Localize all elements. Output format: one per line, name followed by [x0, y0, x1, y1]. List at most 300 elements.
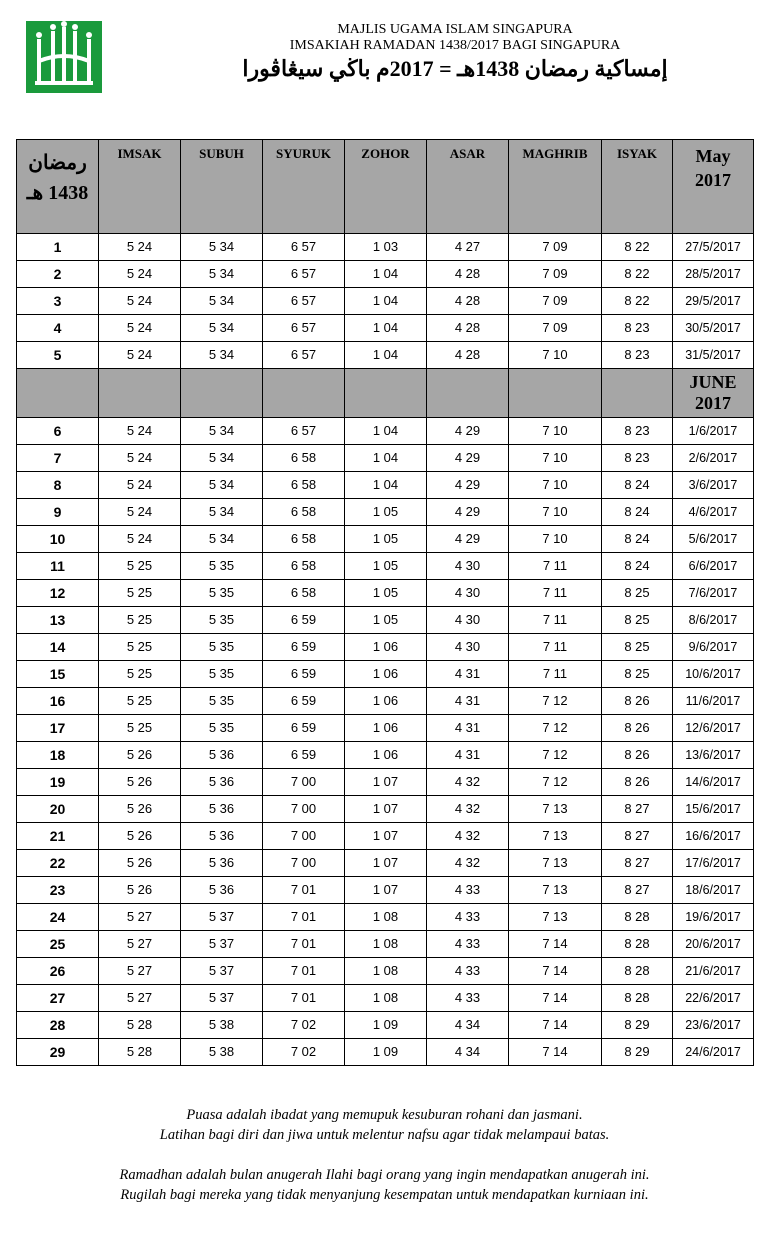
zohor-cell: 1 08 [345, 958, 427, 985]
day-cell: 24 [17, 904, 99, 931]
syuruk-cell: 7 00 [263, 769, 345, 796]
zohor-cell: 1 04 [345, 445, 427, 472]
subuh-cell: 5 38 [181, 1012, 263, 1039]
date-cell: 16/6/2017 [673, 823, 754, 850]
isyak-cell: 8 29 [602, 1012, 673, 1039]
day-cell: 13 [17, 607, 99, 634]
table-row [17, 904, 754, 931]
imsak-cell: 5 24 [99, 526, 181, 553]
imsak-cell: 5 27 [99, 931, 181, 958]
day-cell: 4 [17, 315, 99, 342]
asar-cell: 4 31 [427, 661, 509, 688]
date-cell: 20/6/2017 [673, 931, 754, 958]
maghrib-cell: 7 13 [509, 796, 602, 823]
day-cell: 20 [17, 796, 99, 823]
subuh-cell: 5 34 [181, 418, 263, 445]
asar-cell: 4 27 [427, 234, 509, 261]
day-cell: 18 [17, 742, 99, 769]
day-cell: 22 [17, 850, 99, 877]
subuh-cell: 5 34 [181, 315, 263, 342]
footer-line-1: Puasa adalah ibadat yang memupuk kesuburan rohani dan jasmani. [186, 1107, 583, 1123]
date-cell: 30/5/2017 [673, 315, 754, 342]
isyak-cell: 8 24 [602, 472, 673, 499]
maghrib-cell: 7 13 [509, 904, 602, 931]
isyak-cell: 8 22 [602, 234, 673, 261]
zohor-cell: 1 04 [345, 342, 427, 369]
zohor-cell: 1 05 [345, 499, 427, 526]
subuh-cell: 5 38 [181, 1039, 263, 1066]
col-ramadan-arabic: رمضان [28, 152, 87, 174]
isyak-cell: 8 28 [602, 985, 673, 1012]
isyak-cell: 8 27 [602, 877, 673, 904]
imsak-cell: 5 24 [99, 472, 181, 499]
table-row [17, 796, 754, 823]
syuruk-cell: 6 59 [263, 715, 345, 742]
isyak-cell: 8 24 [602, 499, 673, 526]
zohor-cell: 1 05 [345, 607, 427, 634]
imsak-cell: 5 25 [99, 607, 181, 634]
separator-cell [345, 369, 427, 418]
subuh-cell: 5 34 [181, 261, 263, 288]
month-may-year: 2017 [695, 170, 731, 190]
asar-cell: 4 28 [427, 342, 509, 369]
zohor-cell: 1 06 [345, 688, 427, 715]
syuruk-cell: 6 57 [263, 234, 345, 261]
date-cell: 24/6/2017 [673, 1039, 754, 1066]
isyak-cell: 8 28 [602, 931, 673, 958]
asar-cell: 4 31 [427, 715, 509, 742]
zohor-cell: 1 04 [345, 261, 427, 288]
zohor-cell: 1 09 [345, 1039, 427, 1066]
asar-cell: 4 29 [427, 526, 509, 553]
syuruk-cell: 6 59 [263, 661, 345, 688]
date-cell: 21/6/2017 [673, 958, 754, 985]
asar-cell: 4 31 [427, 688, 509, 715]
date-cell: 13/6/2017 [673, 742, 754, 769]
asar-cell: 4 33 [427, 931, 509, 958]
day-cell: 6 [17, 418, 99, 445]
imsak-cell: 5 27 [99, 958, 181, 985]
day-cell: 5 [17, 342, 99, 369]
zohor-cell: 1 07 [345, 769, 427, 796]
maghrib-cell: 7 09 [509, 261, 602, 288]
syuruk-cell: 6 58 [263, 553, 345, 580]
maghrib-cell: 7 09 [509, 288, 602, 315]
subuh-cell: 5 34 [181, 526, 263, 553]
date-cell: 7/6/2017 [673, 580, 754, 607]
subuh-cell: 5 37 [181, 904, 263, 931]
subuh-cell: 5 36 [181, 877, 263, 904]
zohor-cell: 1 08 [345, 904, 427, 931]
table-row [17, 499, 754, 526]
asar-cell: 4 28 [427, 288, 509, 315]
subuh-cell: 5 34 [181, 445, 263, 472]
day-cell: 7 [17, 445, 99, 472]
maghrib-cell: 7 11 [509, 607, 602, 634]
col-isyak: ISYAK [602, 140, 673, 234]
asar-cell: 4 33 [427, 958, 509, 985]
imsak-cell: 5 24 [99, 315, 181, 342]
date-cell: 31/5/2017 [673, 342, 754, 369]
syuruk-cell: 6 57 [263, 261, 345, 288]
zohor-cell: 1 04 [345, 418, 427, 445]
day-cell: 27 [17, 985, 99, 1012]
subuh-cell: 5 35 [181, 607, 263, 634]
subuh-cell: 5 34 [181, 499, 263, 526]
syuruk-cell: 7 01 [263, 931, 345, 958]
syuruk-cell: 6 58 [263, 580, 345, 607]
date-cell: 29/5/2017 [673, 288, 754, 315]
maghrib-cell: 7 11 [509, 580, 602, 607]
date-cell: 1/6/2017 [673, 418, 754, 445]
maghrib-cell: 7 10 [509, 418, 602, 445]
syuruk-cell: 7 02 [263, 1012, 345, 1039]
date-cell: 11/6/2017 [673, 688, 754, 715]
day-cell: 9 [17, 499, 99, 526]
table-row [17, 342, 754, 369]
col-ramadan-year: 1438 هـ [26, 182, 89, 204]
syuruk-cell: 6 58 [263, 472, 345, 499]
header-arabic-title: إمساكية رمضان 1438هـ = 2017م باڬي سيڠاڤورا [242, 56, 668, 81]
table-row [17, 580, 754, 607]
col-subuh: SUBUH [181, 140, 263, 234]
syuruk-cell: 7 01 [263, 985, 345, 1012]
table-row [17, 769, 754, 796]
footer-line-3: Ramadhan adalah bulan anugerah Ilahi bagi orang yang ingin mendapatkan anugerah ini. [119, 1167, 650, 1183]
maghrib-cell: 7 10 [509, 526, 602, 553]
syuruk-cell: 6 58 [263, 526, 345, 553]
header-organisation: MAJLIS UGAMA ISLAM SINGAPURA [337, 22, 573, 37]
col-month-may [673, 140, 754, 234]
subuh-cell: 5 36 [181, 850, 263, 877]
maghrib-cell: 7 10 [509, 342, 602, 369]
subuh-cell: 5 35 [181, 580, 263, 607]
isyak-cell: 8 25 [602, 580, 673, 607]
day-cell: 19 [17, 769, 99, 796]
table-body [17, 234, 754, 1066]
separator-cell [17, 369, 99, 418]
subuh-cell: 5 34 [181, 288, 263, 315]
zohor-cell: 1 04 [345, 288, 427, 315]
isyak-cell: 8 23 [602, 315, 673, 342]
table-row [17, 553, 754, 580]
date-cell: 6/6/2017 [673, 553, 754, 580]
zohor-cell: 1 06 [345, 634, 427, 661]
zohor-cell: 1 04 [345, 315, 427, 342]
imsak-cell: 5 25 [99, 553, 181, 580]
zohor-cell: 1 07 [345, 850, 427, 877]
imsak-cell: 5 24 [99, 499, 181, 526]
asar-cell: 4 30 [427, 607, 509, 634]
zohor-cell: 1 04 [345, 472, 427, 499]
day-cell: 23 [17, 877, 99, 904]
document-header [150, 22, 760, 83]
date-cell: 3/6/2017 [673, 472, 754, 499]
day-cell: 1 [17, 234, 99, 261]
maghrib-cell: 7 09 [509, 315, 602, 342]
syuruk-cell: 7 01 [263, 877, 345, 904]
imsak-cell: 5 28 [99, 1039, 181, 1066]
zohor-cell: 1 06 [345, 661, 427, 688]
zohor-cell: 1 09 [345, 1012, 427, 1039]
table-row [17, 607, 754, 634]
maghrib-cell: 7 10 [509, 499, 602, 526]
muis-logo-icon [26, 21, 102, 93]
date-cell: 10/6/2017 [673, 661, 754, 688]
day-cell: 28 [17, 1012, 99, 1039]
asar-cell: 4 32 [427, 850, 509, 877]
day-cell: 29 [17, 1039, 99, 1066]
date-cell: 4/6/2017 [673, 499, 754, 526]
separator-cell [427, 369, 509, 418]
separator-cell [509, 369, 602, 418]
maghrib-cell: 7 12 [509, 688, 602, 715]
date-cell: 19/6/2017 [673, 904, 754, 931]
table-row [17, 234, 754, 261]
imsak-cell: 5 27 [99, 985, 181, 1012]
imsak-cell: 5 24 [99, 288, 181, 315]
table-row [17, 850, 754, 877]
imsak-cell: 5 25 [99, 634, 181, 661]
date-cell: 8/6/2017 [673, 607, 754, 634]
footer-line-2: Latihan bagi diri dan jiwa untuk melentur nafsu agar tidak melampaui batas. [159, 1127, 610, 1143]
isyak-cell: 8 24 [602, 526, 673, 553]
asar-cell: 4 32 [427, 769, 509, 796]
table-header-row [17, 140, 754, 234]
asar-cell: 4 28 [427, 315, 509, 342]
maghrib-cell: 7 14 [509, 958, 602, 985]
date-cell: 22/6/2017 [673, 985, 754, 1012]
asar-cell: 4 30 [427, 580, 509, 607]
maghrib-cell: 7 14 [509, 985, 602, 1012]
imsak-cell: 5 25 [99, 715, 181, 742]
imsak-cell: 5 26 [99, 850, 181, 877]
table-row [17, 1012, 754, 1039]
imsak-cell: 5 26 [99, 796, 181, 823]
syuruk-cell: 6 59 [263, 607, 345, 634]
subuh-cell: 5 37 [181, 958, 263, 985]
separator-cell [181, 369, 263, 418]
maghrib-cell: 7 12 [509, 742, 602, 769]
syuruk-cell: 6 57 [263, 342, 345, 369]
imsak-cell: 5 24 [99, 418, 181, 445]
asar-cell: 4 31 [427, 742, 509, 769]
imsak-cell: 5 24 [99, 261, 181, 288]
subuh-cell: 5 37 [181, 931, 263, 958]
col-ramadan [17, 140, 99, 234]
date-cell: 27/5/2017 [673, 234, 754, 261]
day-cell: 16 [17, 688, 99, 715]
maghrib-cell: 7 10 [509, 472, 602, 499]
imsak-cell: 5 26 [99, 823, 181, 850]
header-title: IMSAKIAH RAMADAN 1438/2017 BAGI SINGAPURA [289, 38, 621, 53]
syuruk-cell: 7 00 [263, 796, 345, 823]
day-cell: 2 [17, 261, 99, 288]
isyak-cell: 8 29 [602, 1039, 673, 1066]
syuruk-cell: 7 00 [263, 823, 345, 850]
maghrib-cell: 7 14 [509, 1039, 602, 1066]
maghrib-cell: 7 09 [509, 234, 602, 261]
day-cell: 14 [17, 634, 99, 661]
subuh-cell: 5 35 [181, 553, 263, 580]
table-row [17, 261, 754, 288]
subuh-cell: 5 36 [181, 823, 263, 850]
separator-cell [99, 369, 181, 418]
imsakiah-table [16, 139, 754, 1066]
table-row [17, 985, 754, 1012]
day-cell: 21 [17, 823, 99, 850]
isyak-cell: 8 27 [602, 823, 673, 850]
day-cell: 26 [17, 958, 99, 985]
asar-cell: 4 30 [427, 553, 509, 580]
month-june-label: JUNE [689, 372, 737, 392]
table-row [17, 418, 754, 445]
date-cell: 5/6/2017 [673, 526, 754, 553]
day-cell: 25 [17, 931, 99, 958]
zohor-cell: 1 08 [345, 931, 427, 958]
imsak-cell: 5 24 [99, 445, 181, 472]
table-row [17, 1039, 754, 1066]
subuh-cell: 5 35 [181, 634, 263, 661]
asar-cell: 4 30 [427, 634, 509, 661]
asar-cell: 4 32 [427, 796, 509, 823]
subuh-cell: 5 35 [181, 688, 263, 715]
zohor-cell: 1 05 [345, 553, 427, 580]
zohor-cell: 1 06 [345, 742, 427, 769]
syuruk-cell: 7 01 [263, 904, 345, 931]
table-row [17, 661, 754, 688]
subuh-cell: 5 37 [181, 985, 263, 1012]
day-cell: 8 [17, 472, 99, 499]
imsak-cell: 5 28 [99, 1012, 181, 1039]
isyak-cell: 8 27 [602, 850, 673, 877]
imsak-cell: 5 25 [99, 688, 181, 715]
date-cell: 28/5/2017 [673, 261, 754, 288]
separator-cell [602, 369, 673, 418]
maghrib-cell: 7 11 [509, 661, 602, 688]
muis-logo [26, 21, 102, 93]
table-row [17, 958, 754, 985]
table-row [17, 445, 754, 472]
date-cell: 9/6/2017 [673, 634, 754, 661]
maghrib-cell: 7 14 [509, 931, 602, 958]
asar-cell: 4 33 [427, 877, 509, 904]
date-cell: 18/6/2017 [673, 877, 754, 904]
footer-line-4: Rugilah bagi mereka yang tidak menyanjung kesempatan untuk mendapatkan kurniaan ini. [120, 1187, 649, 1203]
isyak-cell: 8 28 [602, 958, 673, 985]
col-asar: ASAR [427, 140, 509, 234]
zohor-cell: 1 08 [345, 985, 427, 1012]
syuruk-cell: 7 01 [263, 958, 345, 985]
isyak-cell: 8 26 [602, 742, 673, 769]
maghrib-cell: 7 11 [509, 553, 602, 580]
imsak-cell: 5 24 [99, 234, 181, 261]
asar-cell: 4 28 [427, 261, 509, 288]
asar-cell: 4 32 [427, 823, 509, 850]
isyak-cell: 8 28 [602, 904, 673, 931]
zohor-cell: 1 07 [345, 823, 427, 850]
day-cell: 11 [17, 553, 99, 580]
zohor-cell: 1 06 [345, 715, 427, 742]
day-cell: 15 [17, 661, 99, 688]
isyak-cell: 8 26 [602, 769, 673, 796]
isyak-cell: 8 25 [602, 607, 673, 634]
col-zohor: ZOHOR [345, 140, 427, 234]
maghrib-cell: 7 13 [509, 877, 602, 904]
table-row [17, 526, 754, 553]
subuh-cell: 5 35 [181, 661, 263, 688]
maghrib-cell: 7 13 [509, 850, 602, 877]
subuh-cell: 5 36 [181, 796, 263, 823]
col-syuruk: SYURUK [263, 140, 345, 234]
zohor-cell: 1 07 [345, 877, 427, 904]
isyak-cell: 8 27 [602, 796, 673, 823]
isyak-cell: 8 23 [602, 418, 673, 445]
maghrib-cell: 7 14 [509, 1012, 602, 1039]
month-june-cell [673, 369, 754, 418]
zohor-cell: 1 07 [345, 796, 427, 823]
syuruk-cell: 7 02 [263, 1039, 345, 1066]
maghrib-cell: 7 11 [509, 634, 602, 661]
table-row [17, 634, 754, 661]
syuruk-cell: 6 59 [263, 688, 345, 715]
subuh-cell: 5 34 [181, 234, 263, 261]
table-row [17, 877, 754, 904]
col-imsak: IMSAK [99, 140, 181, 234]
day-cell: 12 [17, 580, 99, 607]
syuruk-cell: 6 58 [263, 445, 345, 472]
isyak-cell: 8 25 [602, 661, 673, 688]
month-june-year: 2017 [695, 393, 731, 413]
imsak-cell: 5 25 [99, 661, 181, 688]
asar-cell: 4 34 [427, 1012, 509, 1039]
imsak-cell: 5 24 [99, 342, 181, 369]
separator-cell [263, 369, 345, 418]
asar-cell: 4 29 [427, 499, 509, 526]
isyak-cell: 8 26 [602, 715, 673, 742]
isyak-cell: 8 22 [602, 261, 673, 288]
imsak-cell: 5 26 [99, 769, 181, 796]
subuh-cell: 5 34 [181, 472, 263, 499]
imsak-cell: 5 25 [99, 580, 181, 607]
footer-quotes [16, 1105, 753, 1205]
table-row [17, 742, 754, 769]
table-row [17, 823, 754, 850]
asar-cell: 4 33 [427, 985, 509, 1012]
table-row [17, 315, 754, 342]
isyak-cell: 8 25 [602, 634, 673, 661]
syuruk-cell: 6 59 [263, 634, 345, 661]
imsak-cell: 5 26 [99, 877, 181, 904]
date-cell: 23/6/2017 [673, 1012, 754, 1039]
table-row [17, 288, 754, 315]
isyak-cell: 8 26 [602, 688, 673, 715]
maghrib-cell: 7 12 [509, 715, 602, 742]
isyak-cell: 8 23 [602, 342, 673, 369]
zohor-cell: 1 03 [345, 234, 427, 261]
syuruk-cell: 6 57 [263, 288, 345, 315]
date-cell: 12/6/2017 [673, 715, 754, 742]
table-row [17, 472, 754, 499]
imsak-cell: 5 26 [99, 742, 181, 769]
asar-cell: 4 29 [427, 445, 509, 472]
subuh-cell: 5 36 [181, 742, 263, 769]
syuruk-cell: 6 59 [263, 742, 345, 769]
isyak-cell: 8 24 [602, 553, 673, 580]
maghrib-cell: 7 13 [509, 823, 602, 850]
date-cell: 17/6/2017 [673, 850, 754, 877]
isyak-cell: 8 22 [602, 288, 673, 315]
